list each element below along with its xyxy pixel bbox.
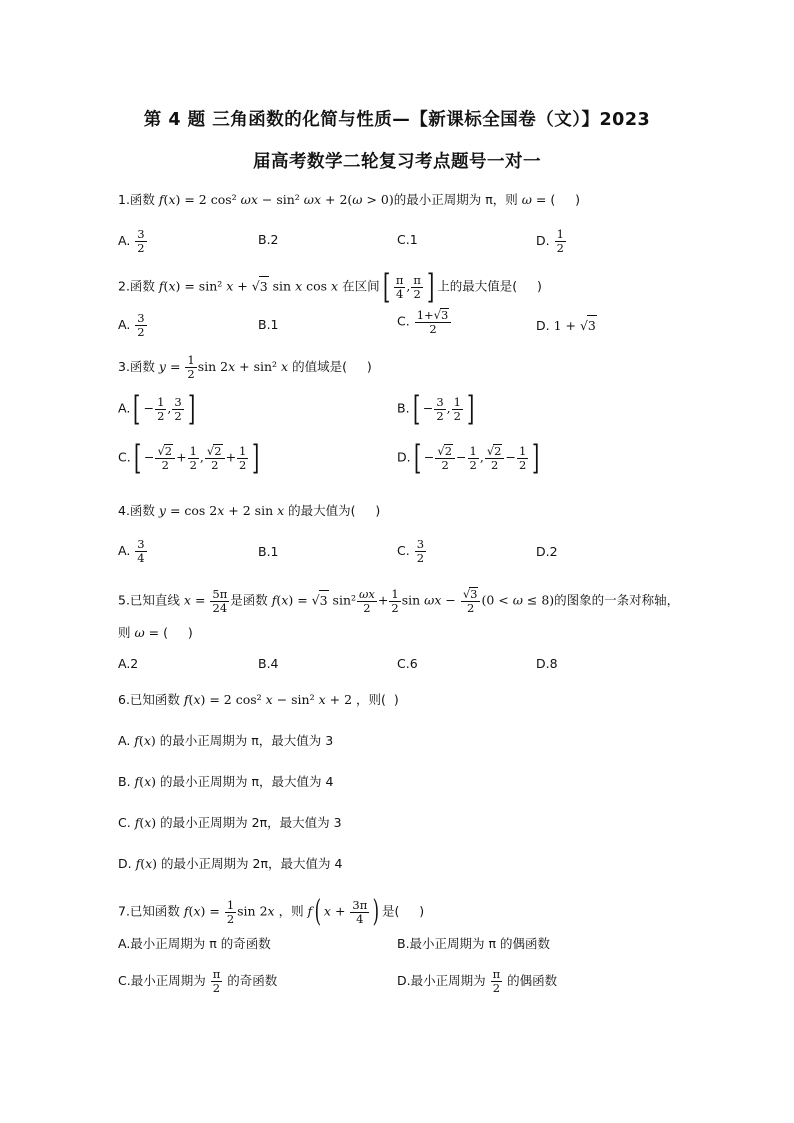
question-7-option-c[interactable]: C.最小正周期为 $\frac{\pi}{2}$ 的奇函数 bbox=[118, 967, 278, 995]
question-6-option-a[interactable]: A. f(x) 的最小正周期为 π，最大值为 3 bbox=[118, 733, 334, 748]
question-6-option-b[interactable]: B. f(x) 的最小正周期为 π，最大值为 4 bbox=[118, 774, 334, 789]
question-5-option-d[interactable]: D.8 bbox=[536, 656, 558, 671]
question-1-option-c[interactable]: C.1 bbox=[397, 232, 418, 247]
question-2-prefix: 2.函数 bbox=[118, 278, 159, 294]
question-6-option-d[interactable]: D. f(x) 的最小正周期为 2π，最大值为 4 bbox=[118, 856, 343, 871]
question-1-option-d[interactable]: D. $\frac{1}{2}$ bbox=[536, 227, 564, 255]
question-2-option-c[interactable]: C. $\frac{1+√3}{2}$ bbox=[397, 308, 452, 336]
question-6: 6.已知函数 f(x) = 2 cos² x − sin² x + 2 ，则( ) bbox=[118, 692, 399, 707]
question-2-option-d[interactable]: D. 1 + √3 bbox=[536, 315, 597, 336]
question-7-option-b[interactable]: B.最小正周期为 π 的偶函数 bbox=[397, 936, 551, 951]
question-5: 5.已知直线 x = $\frac{5\pi}{24}$ 是函数 f(x) = √3 sin² $\frac{\omega x}{2}$ + $\frac{1}{2}$ sin ωx − $\frac{√3}{2}$ (0 < ω ≤ 8)的图象的一条对称轴， bbox=[118, 586, 680, 615]
question-5-option-a[interactable]: A.2 bbox=[118, 656, 139, 671]
question-3-option-d[interactable]: D.[ − $\frac{√2}{2}$ − $\frac{1}{2}$ , $\frac{√2}{2}$ − $\frac{1}{2}$ ] bbox=[397, 438, 540, 478]
question-3-option-a[interactable]: A.[ − $\frac{1}{2}$ , $\frac{3}{2}$ ] bbox=[118, 389, 195, 429]
question-3: 3.函数 y = $\frac{1}{2}$ sin 2x + sin² x 的值域是( ) bbox=[118, 353, 372, 381]
question-6-prefix: 6.已知函数 bbox=[118, 692, 184, 707]
question-4-option-d[interactable]: D.2 bbox=[536, 544, 558, 559]
question-6-option-c[interactable]: C. f(x) 的最小正周期为 2π，最大值为 3 bbox=[118, 815, 342, 830]
question-1-option-b[interactable]: B.2 bbox=[258, 232, 279, 247]
question-4-option-c[interactable]: C. $\frac{3}{2}$ bbox=[397, 537, 425, 565]
question-5-option-c[interactable]: C.6 bbox=[397, 656, 418, 671]
question-4-option-b[interactable]: B.1 bbox=[258, 544, 279, 559]
question-2-option-a[interactable]: A. $\frac{3}{2}$ bbox=[118, 311, 145, 339]
question-1: 1.函数 f(x) = 2 cos² ωx − sin² ωx + 2(ω > 0)的最小正周期为 π，则 ω = ( ) bbox=[118, 192, 580, 207]
question-5-line-2: 则 ω = ( ) bbox=[118, 625, 193, 640]
question-5-prefix: 5.已知直线 bbox=[118, 592, 184, 608]
question-4-option-a[interactable]: A. $\frac{3}{4}$ bbox=[118, 537, 145, 565]
page-title-line-2: 届高考数学二轮复习考点题号一对一 bbox=[253, 152, 541, 172]
question-4-prefix: 4.函数 bbox=[118, 503, 159, 518]
question-7-option-a[interactable]: A.最小正周期为 π 的奇函数 bbox=[118, 936, 271, 951]
question-7-option-d[interactable]: D.最小正周期为 $\frac{\pi}{2}$ 的偶函数 bbox=[397, 967, 558, 995]
page-title-line-1: 第 4 题 三角函数的化简与性质—【新课标全国卷（文）】2023 bbox=[143, 110, 651, 130]
question-1-expression: f bbox=[158, 192, 164, 207]
question-3-prefix: 3.函数 bbox=[118, 359, 159, 374]
question-4: 4.函数 y = cos 2x + 2 sin x 的最大值为( ) bbox=[118, 503, 381, 518]
question-7: 7.已知函数 f(x) = $\frac{1}{2}$ sin 2x ，则 f( x + $\frac{3\pi}{4}$ ) 是( ) bbox=[118, 894, 425, 929]
question-1-prefix: 1.函数 bbox=[118, 192, 159, 207]
question-5-option-b[interactable]: B.4 bbox=[258, 656, 279, 671]
question-1-option-a[interactable]: A. $\frac{3}{2}$ bbox=[118, 227, 145, 255]
question-3-option-b[interactable]: B.[ − $\frac{3}{2}$ , $\frac{1}{2}$ ] bbox=[397, 389, 475, 429]
question-7-prefix: 7.已知函数 bbox=[118, 903, 184, 919]
question-2: 2.函数 f(x) = sin² x + √3 sin x cos x 在区间[ $\frac{\pi}{4}$ , $\frac{\pi}{2}$ ] 上的最大值是( ) bbox=[118, 267, 542, 307]
question-2-option-b[interactable]: B.1 bbox=[258, 317, 279, 332]
question-3-option-c[interactable]: C.[ − $\frac{√2}{2}$ + $\frac{1}{2}$ , $\frac{√2}{2}$ + $\frac{1}{2}$ ] bbox=[118, 438, 260, 478]
